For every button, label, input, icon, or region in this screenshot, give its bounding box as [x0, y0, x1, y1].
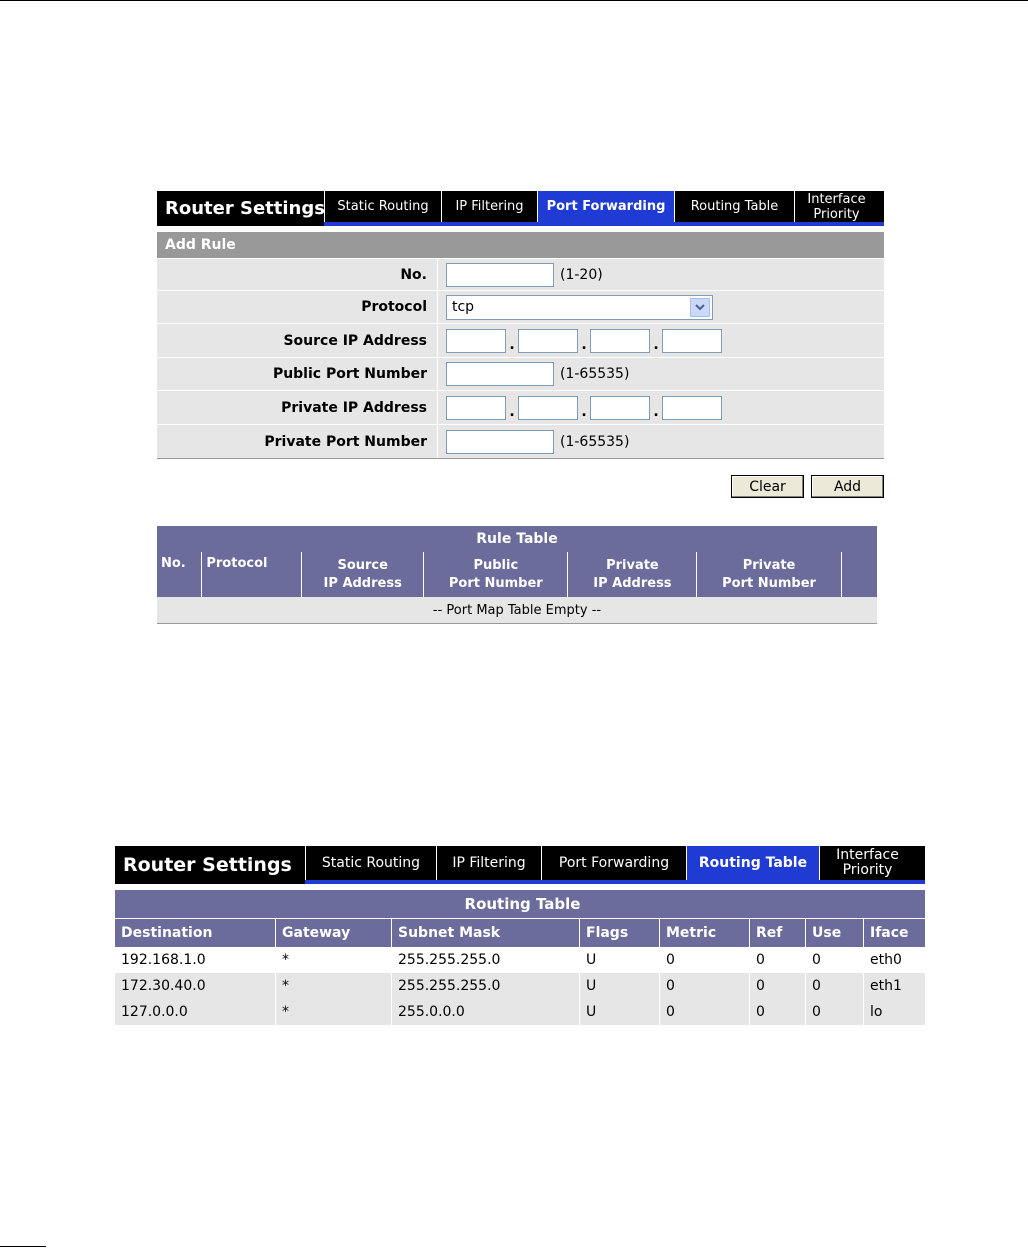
- public-port-hint: (1-65535): [560, 366, 630, 382]
- col-action: [841, 552, 877, 597]
- cell-metric: 0: [660, 947, 750, 973]
- protocol-select[interactable]: [446, 295, 713, 320]
- router-settings-header-2: [115, 846, 925, 884]
- table-row: [115, 973, 925, 999]
- cell-use: 0: [806, 947, 864, 973]
- cell-ref: 0: [750, 999, 806, 1025]
- col-protocol: Protocol: [202, 552, 302, 597]
- source-ip-octet-3[interactable]: [590, 329, 650, 353]
- public-port-row: [157, 357, 884, 390]
- col-destination: Destination: [115, 918, 276, 947]
- cell-flags: U: [580, 947, 660, 973]
- rule-no-hint: (1-20): [560, 266, 603, 283]
- page-top-rule: [0, 0, 1028, 1]
- col-private-ip: [568, 552, 697, 597]
- private-port-row: [157, 424, 884, 459]
- protocol-value: tcp: [452, 299, 475, 315]
- col-metric: Metric: [660, 918, 750, 947]
- source-ip-octet-4[interactable]: [662, 329, 722, 353]
- private-ip-label: Private IP Address: [281, 399, 427, 416]
- col-private-ip-line2: IP Address: [593, 575, 672, 591]
- table-row: [115, 947, 925, 973]
- col-public-port: [424, 552, 568, 597]
- tab-routing-table[interactable]: Routing Table: [674, 191, 794, 222]
- private-ip-octet-1[interactable]: [446, 396, 506, 420]
- protocol-label: Protocol: [361, 299, 427, 315]
- ip-dot: .: [653, 336, 659, 353]
- tab-static-routing[interactable]: Static Routing: [324, 191, 441, 222]
- rule-no-input[interactable]: [446, 263, 554, 287]
- cell-destination: 172.30.40.0: [115, 973, 276, 999]
- tab-ip-filtering[interactable]: IP Filtering: [436, 846, 541, 880]
- router-settings-title: Router Settings: [165, 198, 325, 219]
- cell-flags: U: [580, 973, 660, 999]
- cell-subnet-mask: 255.0.0.0: [392, 999, 580, 1025]
- col-source-ip: [302, 552, 424, 597]
- source-ip-label: Source IP Address: [283, 332, 427, 349]
- cell-destination: 192.168.1.0: [115, 947, 276, 973]
- cell-gateway: *: [276, 999, 392, 1025]
- cell-ref: 0: [750, 973, 806, 999]
- ip-dot: .: [581, 403, 587, 420]
- clear-button[interactable]: Clear: [731, 475, 804, 498]
- cell-iface: eth1: [864, 973, 926, 999]
- private-ip-row: [157, 390, 884, 424]
- cell-metric: 0: [660, 999, 750, 1025]
- cell-iface: lo: [864, 999, 926, 1025]
- tab-bar: [324, 191, 884, 226]
- col-private-ip-line1: Private: [606, 557, 659, 573]
- tab-routing-table[interactable]: Routing Table: [686, 846, 819, 880]
- cell-gateway: *: [276, 947, 392, 973]
- col-private-port: [697, 552, 841, 597]
- router-settings-header: [157, 191, 884, 226]
- col-public-port-line2: Port Number: [448, 575, 543, 591]
- private-port-input[interactable]: [446, 430, 554, 454]
- ip-dot: .: [581, 336, 587, 353]
- col-gateway: Gateway: [276, 918, 392, 947]
- col-source-ip-line2: IP Address: [323, 575, 402, 591]
- private-ip-octet-4[interactable]: [662, 396, 722, 420]
- source-ip-row: [157, 323, 884, 357]
- col-flags: Flags: [580, 918, 660, 947]
- col-ref: Ref: [750, 918, 806, 947]
- cell-metric: 0: [660, 973, 750, 999]
- cell-ref: 0: [750, 947, 806, 973]
- public-port-label: Public Port Number: [272, 366, 427, 382]
- cell-destination: 127.0.0.0: [115, 999, 276, 1025]
- source-ip-octet-1[interactable]: [446, 329, 506, 353]
- cell-iface: eth0: [864, 947, 926, 973]
- cell-use: 0: [806, 973, 864, 999]
- cell-subnet-mask: 255.255.255.0: [392, 973, 580, 999]
- private-port-label: Private Port Number: [264, 433, 427, 450]
- private-ip-octet-3[interactable]: [590, 396, 650, 420]
- add-rule-form: [157, 232, 884, 459]
- tab-ip-filtering[interactable]: IP Filtering: [441, 191, 537, 222]
- rule-no-row: [157, 258, 884, 290]
- tab-interface-priority[interactable]: Interface Priority: [819, 846, 915, 880]
- add-button[interactable]: Add: [811, 475, 884, 498]
- cell-flags: U: [580, 999, 660, 1025]
- tab-port-forwarding[interactable]: Port Forwarding: [541, 846, 686, 880]
- routing-table-caption: Routing Table: [115, 890, 925, 918]
- chevron-down-icon[interactable]: [690, 298, 710, 317]
- col-use: Use: [806, 918, 864, 947]
- footnote-rule: [0, 1246, 46, 1247]
- cell-gateway: *: [276, 973, 392, 999]
- col-private-port-line2: Port Number: [722, 575, 816, 591]
- router-settings-title-2: Router Settings: [123, 854, 292, 876]
- source-ip-octet-2[interactable]: [518, 329, 578, 353]
- col-private-port-line1: Private: [742, 557, 796, 573]
- col-no: No.: [157, 552, 202, 597]
- public-port-input[interactable]: [446, 362, 554, 386]
- col-subnet-mask: Subnet Mask: [392, 918, 580, 947]
- tab-bar-2: [305, 846, 925, 884]
- table-row: [115, 999, 925, 1025]
- ip-dot: .: [653, 403, 659, 420]
- tab-port-forwarding[interactable]: Port Forwarding: [537, 191, 674, 222]
- rule-table-caption: Rule Table: [157, 526, 877, 552]
- protocol-row: [157, 290, 884, 323]
- cell-subnet-mask: 255.255.255.0: [392, 947, 580, 973]
- ip-dot: .: [509, 403, 515, 420]
- ip-dot: .: [509, 336, 515, 353]
- add-rule-heading: Add Rule: [157, 232, 884, 258]
- cell-use: 0: [806, 999, 864, 1025]
- tab-interface-priority[interactable]: Interface Priority: [794, 191, 878, 222]
- col-source-ip-line1: Source: [337, 557, 388, 573]
- rule-table: [157, 526, 877, 624]
- private-ip-octet-2[interactable]: [518, 396, 578, 420]
- private-port-hint: (1-65535): [560, 433, 630, 450]
- rule-no-label: No.: [400, 266, 427, 283]
- col-public-port-line1: Public: [473, 557, 519, 573]
- routing-table: [115, 890, 925, 1025]
- rule-table-empty-message: -- Port Map Table Empty --: [157, 597, 877, 624]
- tab-static-routing[interactable]: Static Routing: [305, 846, 436, 880]
- col-iface: Iface: [864, 918, 926, 947]
